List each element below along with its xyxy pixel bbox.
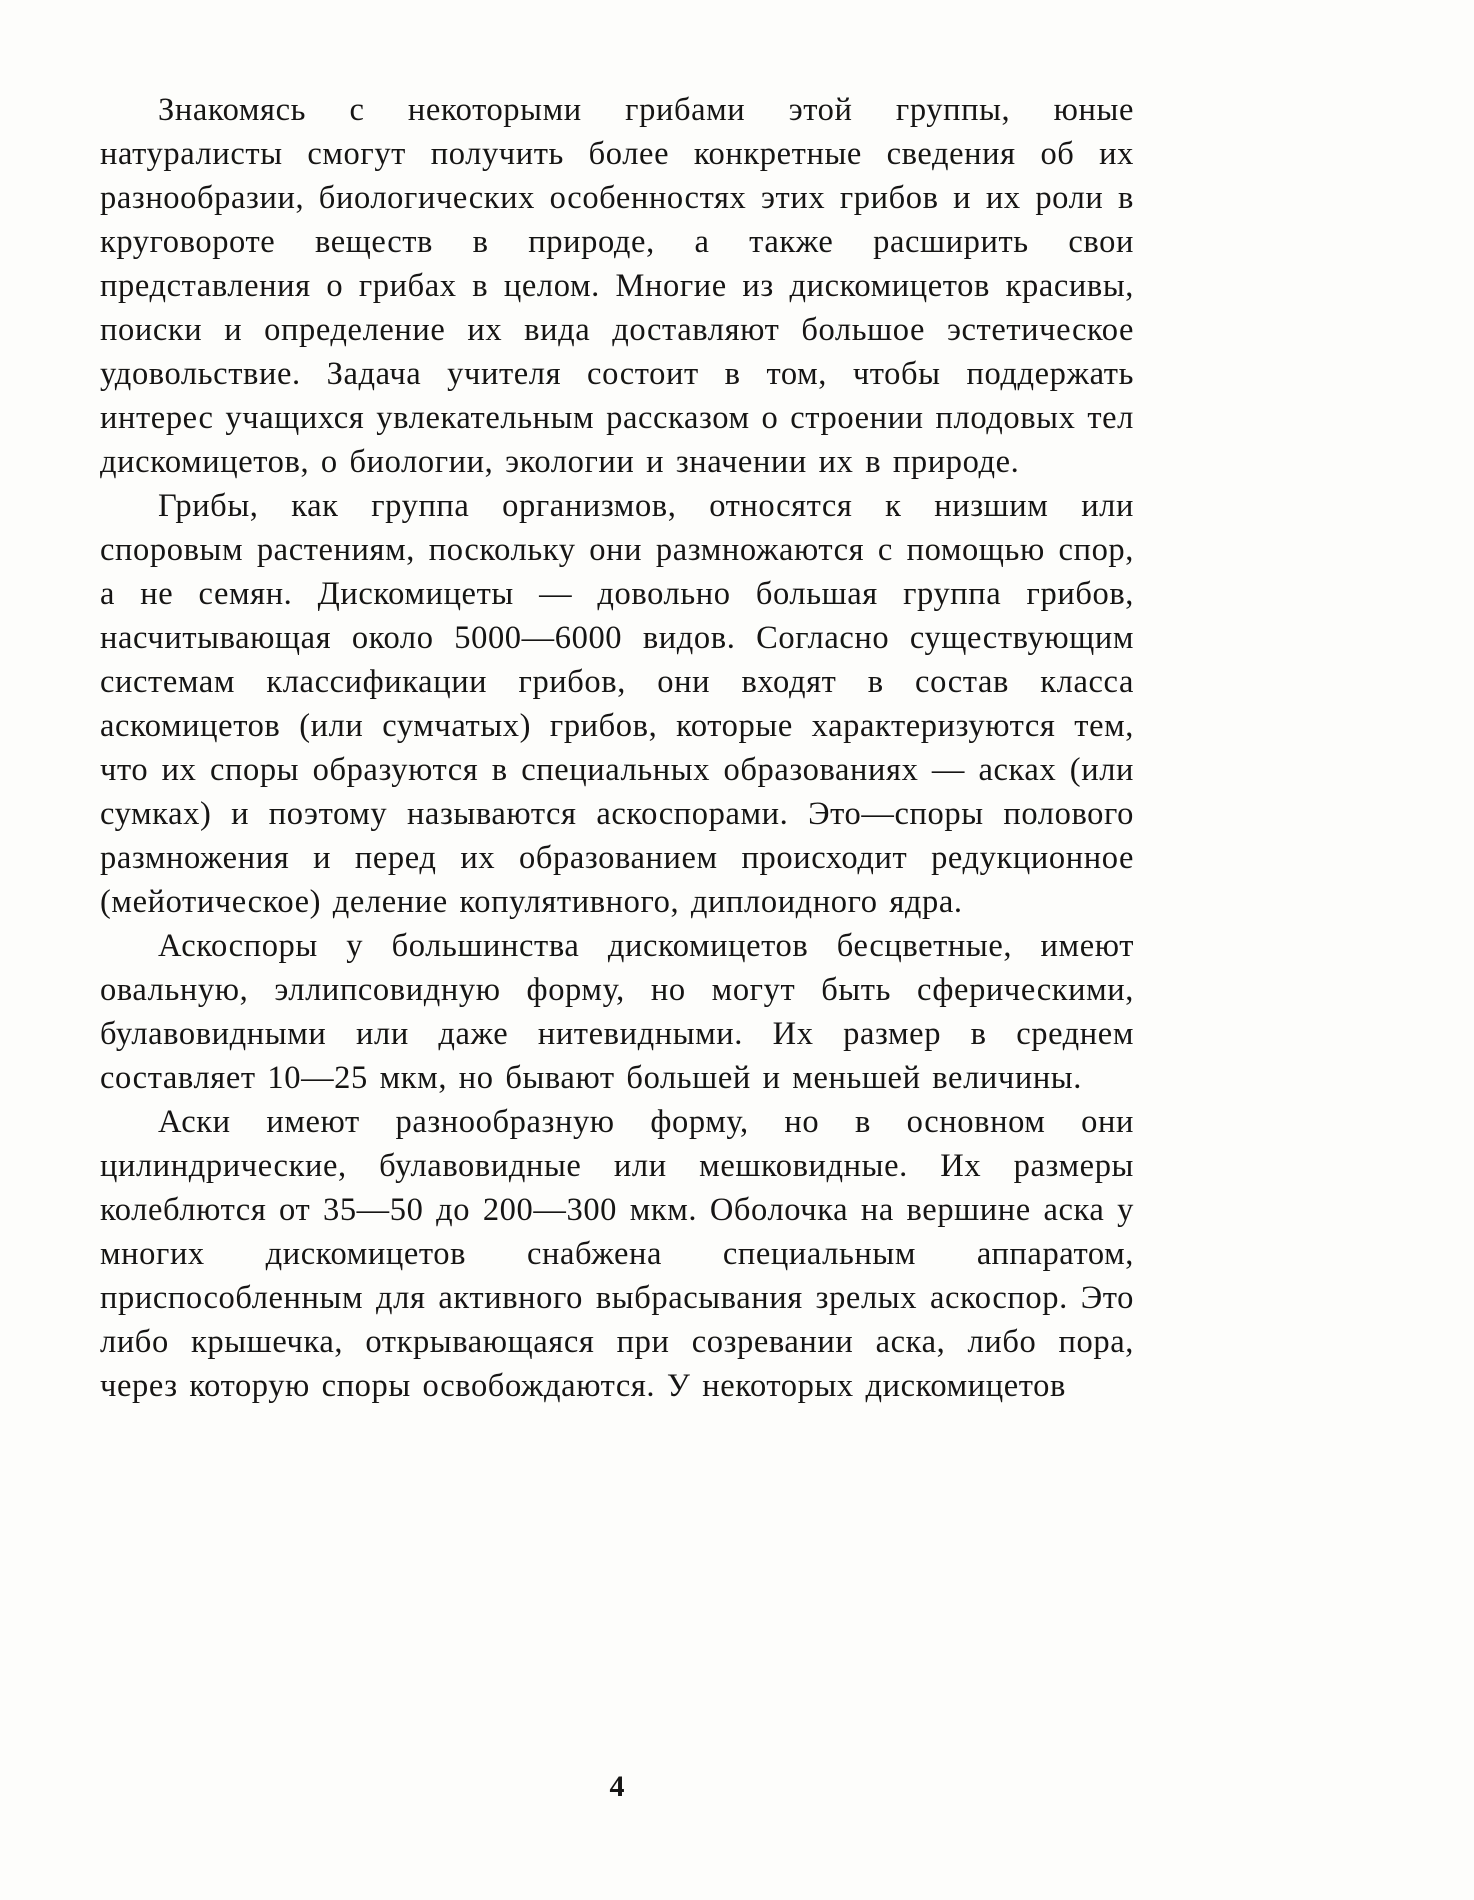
page-number: 4 (609, 1770, 625, 1803)
paragraph: Аски имеют разнообразную форму, но в основном они цилиндрические, булавовидные или мешковидные. Их размеры колеблются от 35—50 до 200—300 мкм. Оболочка на вершине аска у многих дискомицетов снабжена специальным аппаратом, приспособленным для активного выбрасывания зрелых аскоспор. Это либо крышечка, открывающаяся при созревании аска, либо пора, через которую споры освобождаются. У некоторых дискомицетов (100, 1104, 1134, 1404)
paragraph: Грибы, как группа организмов, относятся к низшим или споровым растениям, поскольку они размножаются с помощью спор, а не семян. Дискомицеты — довольно большая группа грибов, насчитывающая около 5000—6000 видов. Согласно существующим системам классификации грибов, они входят в состав класса аскомицетов (или сумчатых) грибов, которые характеризуются тем, что их споры образуются в специальных образованиях — асках (или сумках) и поэтому называются аскоспорами. Это—споры полового размножения и перед их образованием происходит редукционное (мейотическое) деление копулятивного, диплоидного ядра. (100, 488, 1134, 920)
text-block (100, 88, 1134, 1408)
paragraph: Знакомясь с некоторыми грибами этой группы, юные натуралисты смогут получить более конкретные сведения об их разнообразии, биологических особенностях этих грибов и их роли в круговороте веществ в природе, а также расширить свои представления о грибах в целом. Многие из дискомицетов красивы, поиски и определение их вида доставляют большое эстетическое удовольствие. Задача учителя состоит в том, чтобы поддержать интерес учащихся увлекательным рассказом о строении плодовых тел дискомицетов, о биологии, экологии и значении их в природе. (100, 92, 1134, 480)
paragraph: Аскоспоры у большинства дискомицетов бесцветные, имеют овальную, эллипсовидную форму, но могут быть сферическими, булавовидными или даже нитевидными. Их размер в среднем составляет 10—25 мкм, но бывают большей и меньшей величины. (100, 928, 1134, 1096)
